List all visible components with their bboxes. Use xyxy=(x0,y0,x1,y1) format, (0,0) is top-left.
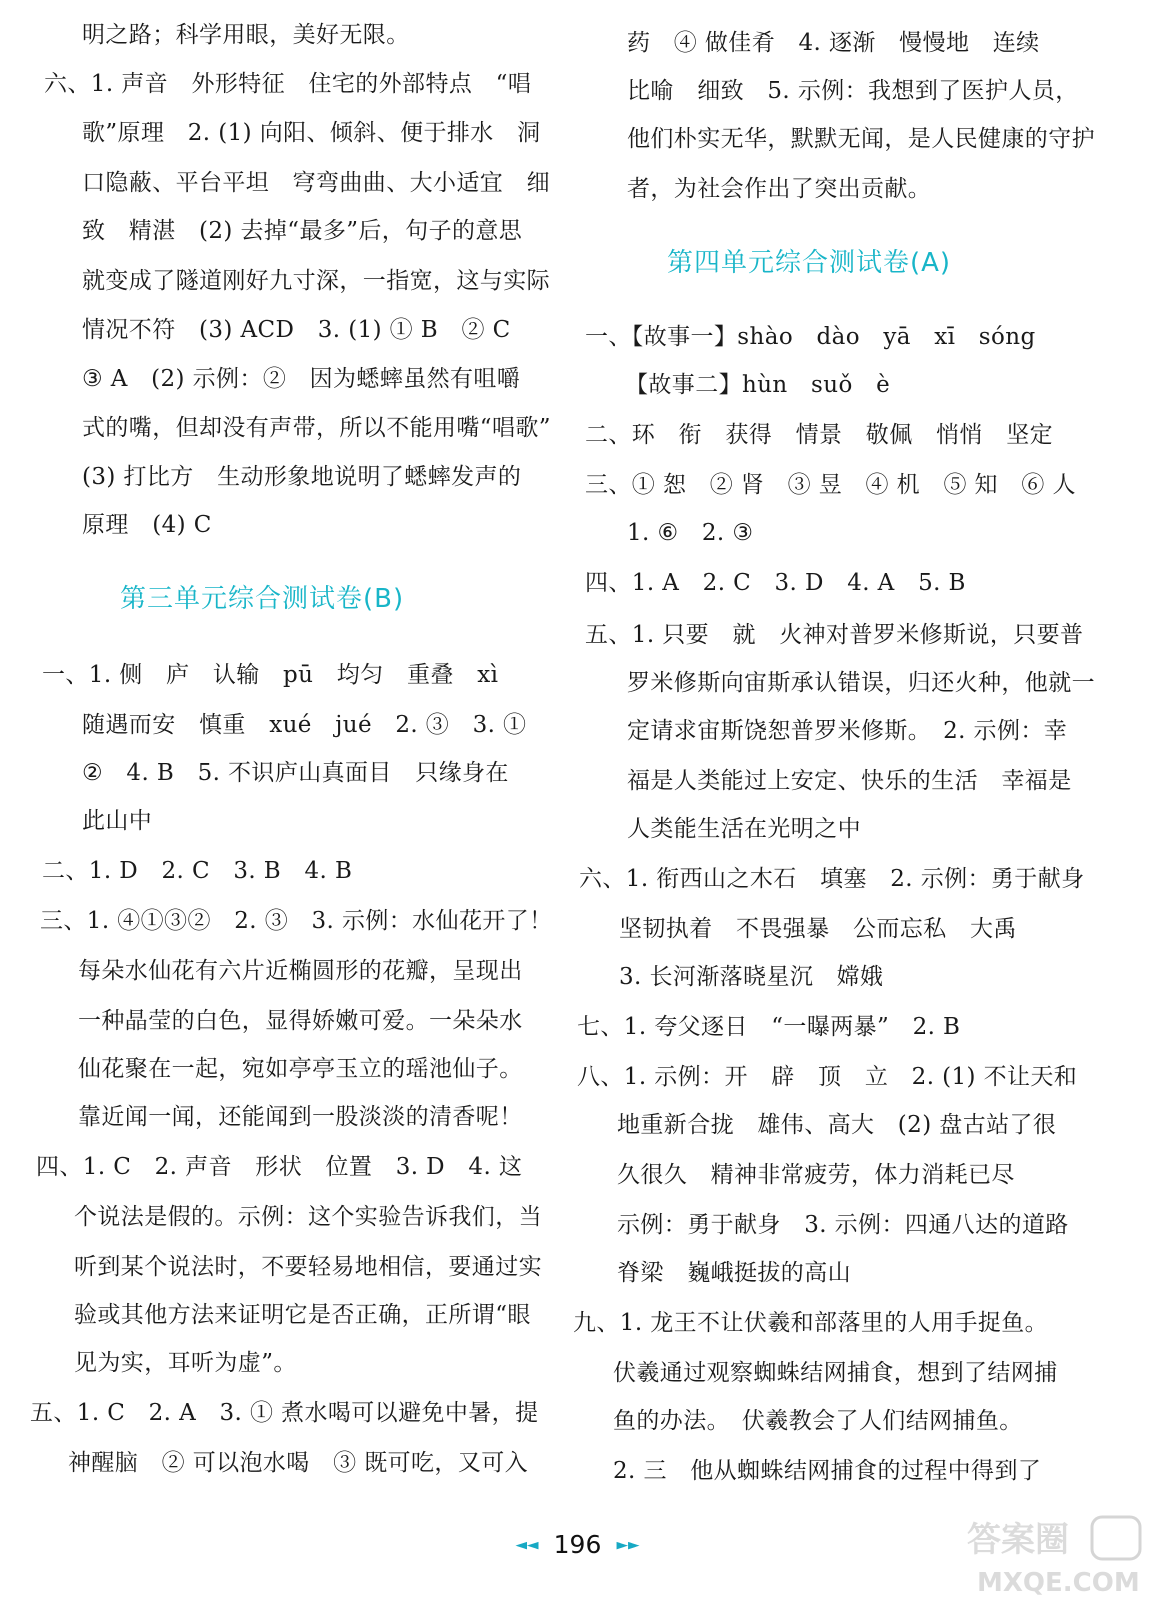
text-line: 3. 长河渐落晓星沉 嫦娥 xyxy=(619,964,884,990)
text-line: 式的嘴，但却没有声带，所以不能用嘴“唱歌” xyxy=(82,415,551,441)
text-line: 此山中 xyxy=(82,808,153,834)
text-line: 原理 (4) C xyxy=(82,512,212,538)
text-line: 久很久 精神非常疲劳，体力消耗已尽 xyxy=(617,1162,1015,1188)
text-line: 定请求宙斯饶恕普罗米修斯。 2. 示例：幸 xyxy=(627,718,1068,744)
text-line: 九、1. 龙王不让伏羲和部落里的人用手捉鱼。 xyxy=(573,1310,1049,1336)
watermark-icon xyxy=(957,1513,1147,1598)
text-line: 随遇而安 慎重 xué jué 2. ③ 3. ① xyxy=(82,712,527,738)
text-line: 1. ⑥ 2. ③ xyxy=(627,520,754,546)
text-line: 药 ④ 做佳肴 4. 逐渐 慢慢地 连续 xyxy=(627,30,1040,56)
text-line: 歌”原理 2. (1) 向阳、倾斜、便于排水 洞 xyxy=(82,120,541,146)
text-line: 一、1. 侧 庐 认输 pū 均匀 重叠 xì xyxy=(42,662,499,688)
text-line: 三、1. ④①③② 2. ③ 3. 示例：水仙花开了！ xyxy=(40,908,553,934)
text-line: 明之路；科学用眼，美好无限。 xyxy=(82,22,410,48)
text-line: 四、1. A 2. C 3. D 4. A 5. B xyxy=(585,570,966,596)
text-line: 一种晶莹的白色，显得娇嫩可爱。一朵朵水 xyxy=(78,1008,523,1034)
text-line: 致 精湛 (2) 去掉“最多”后，句子的意思 xyxy=(82,218,523,244)
text-line: 一、【故事一】shào dào yā xī sóng xyxy=(585,324,1036,350)
text-line: 就变成了隧道刚好九寸深，一指宽，这与实际 xyxy=(82,268,550,294)
text-line: 鱼的办法。 伏羲教会了人们结网捕鱼。 xyxy=(613,1408,1023,1434)
text-line: 仙花聚在一起，宛如亭亭玉立的瑶池仙子。 xyxy=(78,1056,523,1082)
text-line: 每朵水仙花有六片近椭圆形的花瓣，呈现出 xyxy=(78,958,523,984)
text-line: ③ A (2) 示例：② 因为蟋蟀虽然有咀嚼 xyxy=(82,366,521,392)
page-number: 196 xyxy=(553,1530,602,1559)
text-line: 个说法是假的。示例：这个实验告诉我们，当 xyxy=(74,1204,542,1230)
watermark-bottom-text: MXQE.COM xyxy=(977,1568,1140,1598)
text-line: (3) 打比方 生动形象地说明了蟋蟀发声的 xyxy=(82,464,522,490)
section-heading-unit3-b: 第三单元综合测试卷(B) xyxy=(120,584,405,614)
text-line: 人类能生活在光明之中 xyxy=(627,816,861,842)
text-line: 五、1. C 2. A 3. ① 煮水喝可以避免中暑，提 xyxy=(30,1400,539,1426)
text-line: 神醒脑 ② 可以泡水喝 ③ 既可吃，又可入 xyxy=(68,1450,529,1476)
text-line: ② 4. B 5. 不识庐山真面目 只缘身在 xyxy=(82,760,509,786)
text-line: 罗米修斯向宙斯承认错误，归还火种，他就一 xyxy=(627,670,1095,696)
text-line: 三、① 恕 ② 肾 ③ 昱 ④ 机 ⑤ 知 ⑥ 人 xyxy=(585,472,1076,498)
text-line: 验或其他方法来证明它是否正确，正所谓“眼 xyxy=(74,1302,531,1328)
section-heading-unit4-a: 第四单元综合测试卷(A) xyxy=(667,248,952,278)
text-line: 2. 三 他从蜘蛛结网捕食的过程中得到了 xyxy=(613,1458,1042,1484)
right-arrows-icon: ►► xyxy=(616,1535,640,1554)
text-line: 者，为社会作出了突出贡献。 xyxy=(627,176,932,202)
text-line: 七、1. 夸父逐日 “一曝两暴” 2. B xyxy=(577,1014,961,1040)
text-line: 二、1. D 2. C 3. B 4. B xyxy=(42,858,353,884)
text-line: 六、1. 声音 外形特征 住宅的外部特点 “唱 xyxy=(44,71,532,97)
text-line: 见为实，耳听为虚”。 xyxy=(74,1350,297,1376)
text-line: 示例：勇于献身 3. 示例：四通八达的道路 xyxy=(617,1212,1069,1238)
text-line: 六、1. 衔西山之木石 填塞 2. 示例：勇于献身 xyxy=(579,866,1085,892)
text-line: 五、1. 只要 就 火神对普罗米修斯说，只要普 xyxy=(585,622,1084,648)
text-line: 情况不符 (3) ACD 3. (1) ① B ② C xyxy=(82,317,511,343)
text-line: 地重新合拢 雄伟、高大 (2) 盘古站了很 xyxy=(617,1112,1057,1138)
text-line: 伏羲通过观察蜘蛛结网捕食，想到了结网捕 xyxy=(613,1360,1058,1386)
text-line: 比喻 细致 5. 示例：我想到了医护人员， xyxy=(627,78,1079,104)
text-line: 八、1. 示例：开 辟 顶 立 2. (1) 不让天和 xyxy=(577,1064,1078,1090)
text-line: 坚韧执着 不畏强暴 公而忘私 大禹 xyxy=(619,916,1017,942)
text-line: 靠近闻一闻，还能闻到一股淡淡的清香呢！ xyxy=(78,1104,523,1130)
text-line: 【故事二】hùn suǒ è xyxy=(625,372,891,398)
text-line: 听到某个说法时，不要轻易地相信，要通过实 xyxy=(74,1254,542,1280)
text-line: 他们朴实无华，默默无闻，是人民健康的守护 xyxy=(627,126,1095,152)
watermark-logo xyxy=(957,1513,1147,1598)
text-line: 福是人类能过上安定、快乐的生活 幸福是 xyxy=(627,768,1072,794)
text-line: 四、1. C 2. 声音 形状 位置 3. D 4. 这 xyxy=(36,1154,523,1180)
left-arrows-icon: ◄◄ xyxy=(515,1535,539,1554)
watermark-top-text: 答案圈 xyxy=(967,1520,1069,1560)
text-line: 二、环 衔 获得 情景 敬佩 悄悄 坚定 xyxy=(585,422,1053,448)
text-line: 脊梁 巍峨挺拔的高山 xyxy=(617,1260,851,1286)
text-line: 口隐蔽、平台平坦 穹弯曲曲、大小适宜 细 xyxy=(82,170,550,196)
